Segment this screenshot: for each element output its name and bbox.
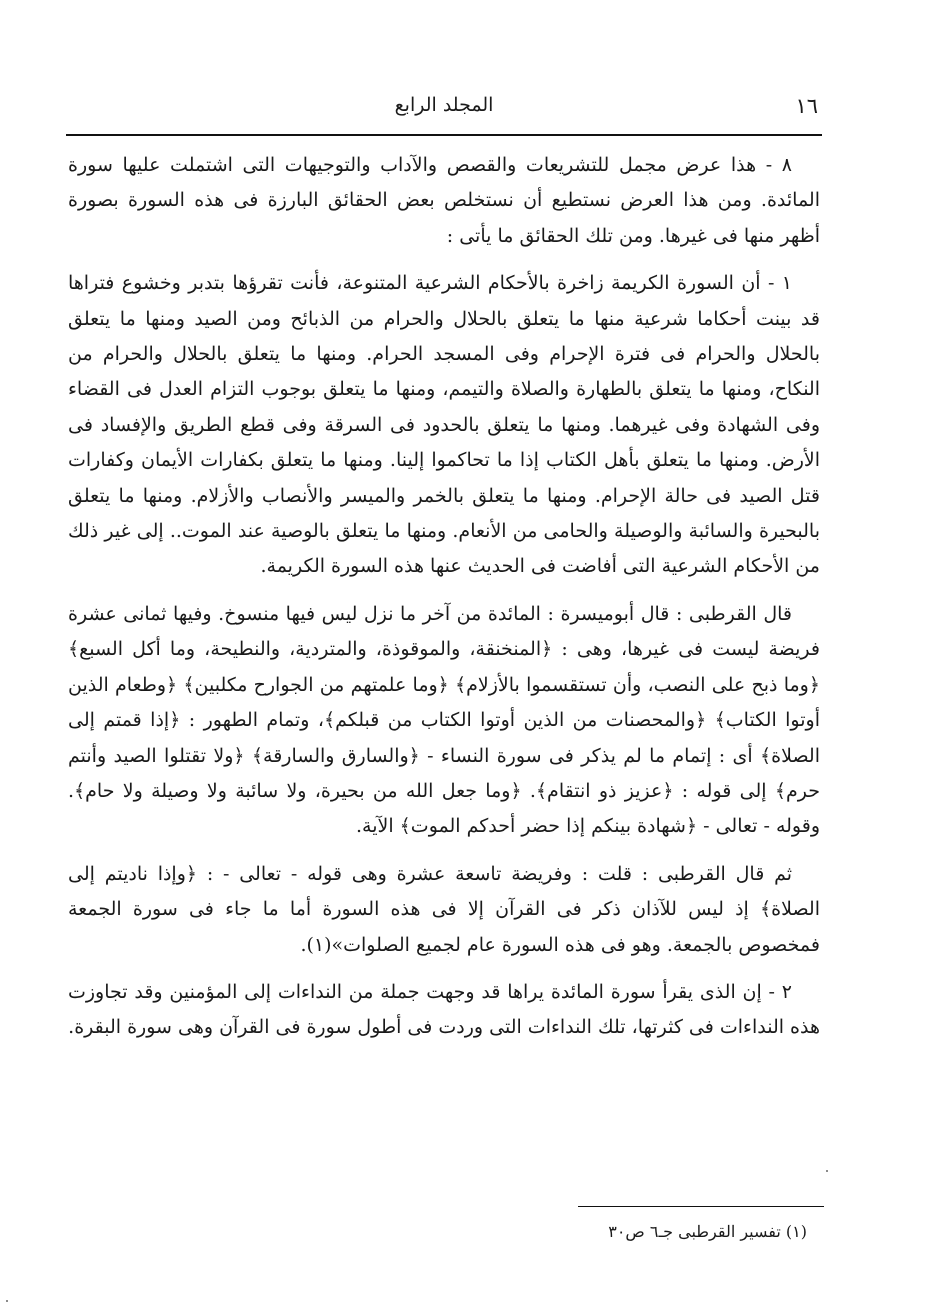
header-divider: [66, 134, 822, 136]
paragraph-point-1: ١ - أن السورة الكريمة زاخرة بالأحكام الشرعية المتنوعة، فأنت تقرؤها بتدبر وخشوع فتراها قد بينت أحكاما شرعية منها ما يتعلق بالحلال والحرام من الذبائح ومن الصيد ومنها ما يتعلق بالحلال والحرام فى فترة الإحرام وفى المسجد الحرام. ومنها ما يتعلق بالحلال والحرام من النكاح، ومنها ما يتعلق بالطهارة والصلاة والتيمم، ومنها ما يتعلق بوجوب التزام العدل فى القضاء وفى الشهادة وفى غيرهما. ومنها ما يتعلق بالحدود فى السرقة وفى قطع الطريق والإفساد فى الأرض. ومنها ما يتعلق بأهل الكتاب إذا ما تحاكموا إلينا. ومنها ما يتعلق بكفارات الأيمان وكفارات قتل الصيد فى حالة الإحرام. ومنها ما يتعلق بالخمر والميسر والأنصاب والأزلام. ومنها ما يتعلق بالبحيرة والسائبة والوصيلة والحامى من الأنعام. ومنها ما يتعلق بالوصية عند الموت.. إلى غير ذلك من الأحكام الشرعية التى أفاضت فى الحديث عنها هذه السورة الكريمة.: [68, 272, 820, 578]
page-header: [64, 92, 824, 128]
main-text: [68, 148, 820, 1050]
scan-speck: [6, 1300, 8, 1302]
footnote-divider: [578, 1206, 824, 1207]
running-title: المجلد الرابع: [394, 94, 494, 116]
scan-speck: [826, 1170, 828, 1172]
paragraph-summary: ٨ - هذا عرض مجمل للتشريعات والقصص والآداب والتوجيهات التى اشتملت عليها سورة المائدة. ومن هذا العرض نستطيع أن نستخلص بعض الحقائق البارزة فى هذه السورة بصورة أظهر منها فى غيرها. ومن تلك الحقائق ما يأتى :: [68, 154, 820, 247]
paragraph-qurtubi-addition: ثم قال القرطبى : قلت : وفريضة تاسعة عشرة وهى قوله - تعالى - : ﴿وإذا ناديتم إلى الصلاة﴾ إذ ليس للآذان ذكر فى القرآن إلا فى هذه السورة أما ما جاء فى سورة الجمعة فمخصوص بالجمعة. وهو فى هذه السورة عام لجميع الصلوات»(١).: [68, 862, 820, 956]
paragraph-qurtubi-quote: قال القرطبى : قال أبوميسرة : المائدة من آخر ما نزل ليس فيها منسوخ. وفيها ثمانى عشرة فريضة ليست فى غيرها، وهى : ﴿المنخنقة، والموقوذة، والمتردية، والنطيحة، وما أكل السبع﴾ ﴿وما ذبح على النصب، وأن تستقسموا بالأزلام﴾ ﴿وما علمتهم من الجوارح مكلبين﴾ ﴿وطعام الذين أوتوا الكتاب﴾ ﴿والمحصنات من الذين أوتوا الكتاب من قبلكم﴾، وتمام الطهور : ﴿إذا قمتم إلى الصلاة﴾ أى : إتمام ما لم يذكر فى سورة النساء - ﴿والسارق والسارقة﴾ ﴿ولا تقتلوا الصيد وأنتم حرم﴾ إلى قوله : ﴿عزيز ذو انتقام﴾. ﴿وما جعل الله من بحيرة، ولا سائبة ولا وصيلة ولا حام﴾. وقوله - تعالى - ﴿شهادة بينكم إذا حضر أحدكم الموت﴾ الآية.: [68, 602, 820, 838]
footnote: (١) تفسير القرطبى جـ٦ ص٣٠: [608, 1222, 807, 1241]
page-number: ١٦: [795, 94, 818, 118]
paragraph-point-2: ٢ - إن الذى يقرأ سورة المائدة يراها قد وجهت جملة من النداءات إلى المؤمنين وقد تجاوزت هذه النداءات فى كثرتها، تلك النداءات التى وردت فى أطول سورة فى القرآن وهى سورة البقرة.: [68, 980, 820, 1039]
